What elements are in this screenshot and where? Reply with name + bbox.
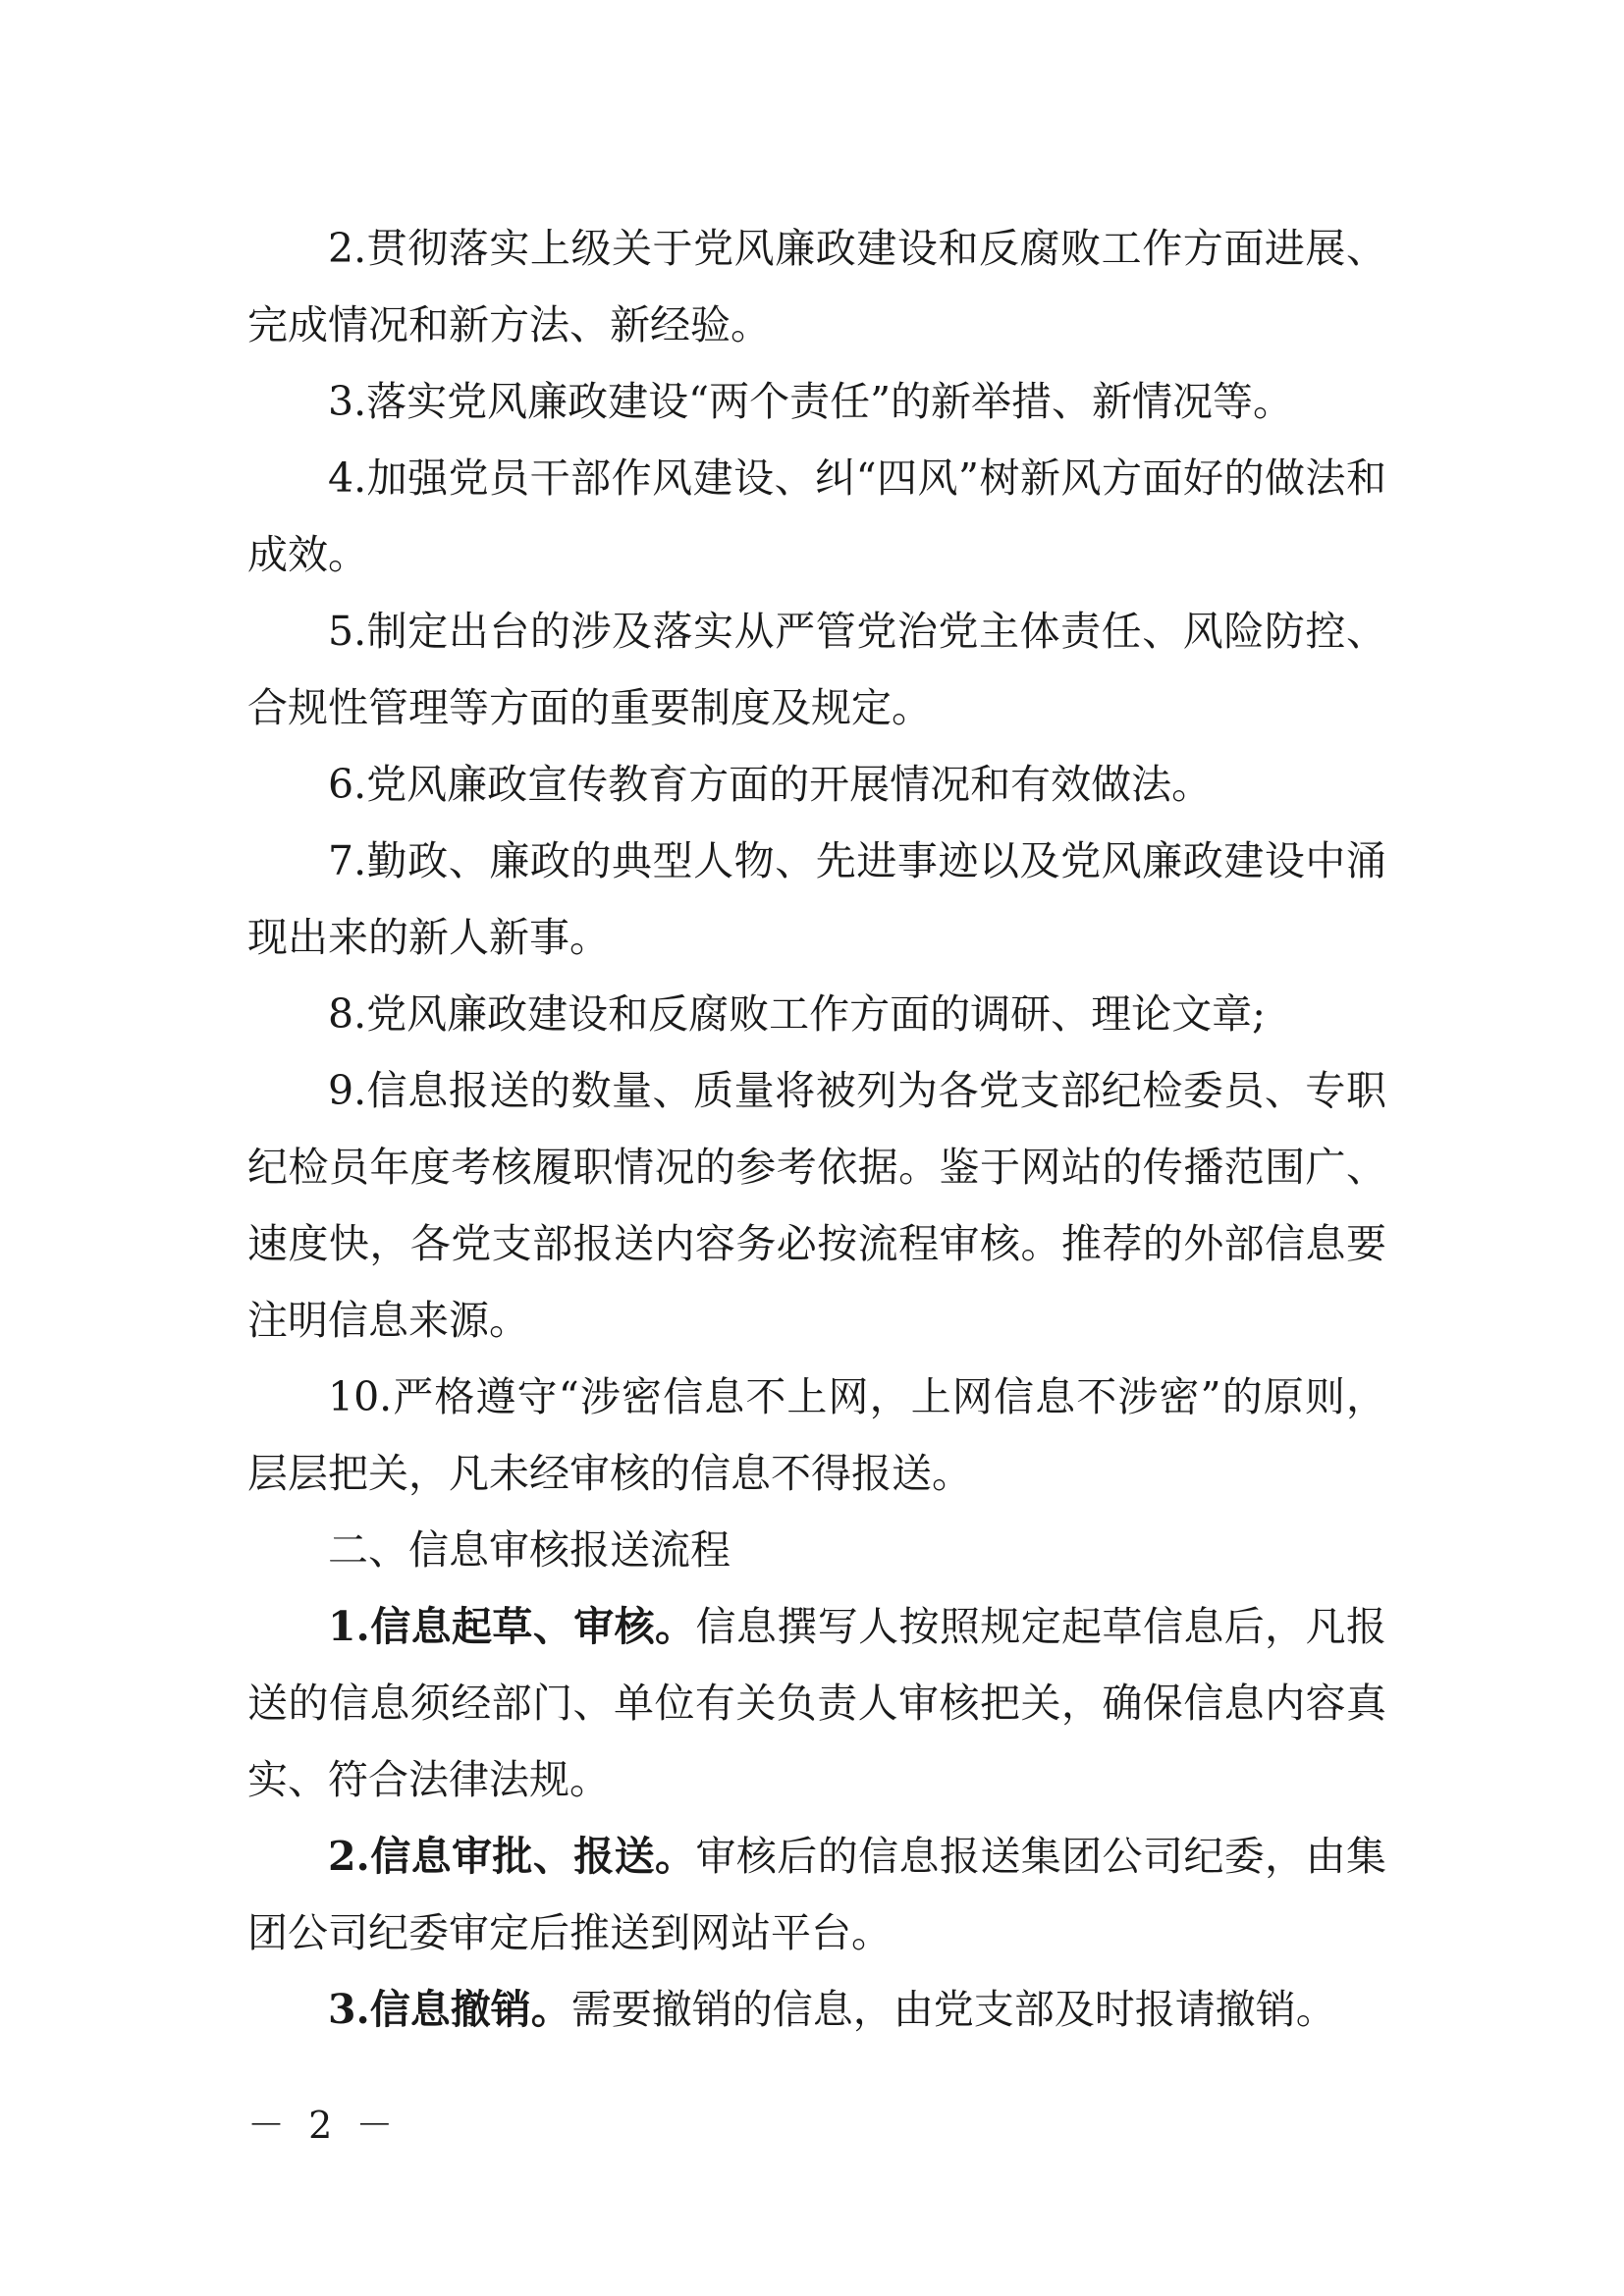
step-text: 审核后的信息报送集团公司纪委，由集团公司纪委审定后推送到网站平台。 — [247, 1833, 1386, 1956]
step-text: 需要撤销的信息，由党支部及时报请撤销。 — [570, 1986, 1336, 2033]
item-paragraph: 10.严格遵守“涉密信息不上网，上网信息不涉密”的原则，层层把关，凡未经审核的信息不得报送。 — [247, 1373, 1386, 1497]
item-paragraph: 2.贯彻落实上级关于党风廉政建设和反腐败工作方面进展、完成情况和新方法、新经验。 — [247, 225, 1386, 348]
step-title: 1.信息起草、审核。 — [328, 1603, 696, 1650]
page-number: － 2 － — [247, 2104, 400, 2147]
item-paragraph: 4.加强党员干部作风建设、纠“四风”树新风方面好的做法和成效。 — [247, 454, 1386, 578]
item-paragraph: 7.勤政、廉政的典型人物、先进事迹以及党风廉政建设中涌现出来的新人新事。 — [247, 837, 1386, 961]
step-title: 3.信息撤销。 — [328, 1986, 571, 2033]
item-paragraph: 6.党风廉政宣传教育方面的开展情况和有效做法。 — [328, 761, 1213, 808]
step-paragraph — [247, 1818, 1386, 1971]
item-paragraph: 9.信息报送的数量、质量将被列为各党支部纪检委员、专职纪检员年度考核履职情况的参考依据。鉴于网站的传播范围广、速度快，各党支部报送内容务必按流程审核。推荐的外部信息要注明信息来源。 — [247, 1067, 1386, 1344]
section-heading: 二、信息审核报送流程 — [328, 1526, 731, 1574]
step-text: 信息撰写人按照规定起草信息后，凡报送的信息须经部门、单位有关负责人审核把关，确保信息内容真实、符合法律法规。 — [247, 1603, 1386, 1803]
item-paragraph: 8.党风廉政建设和反腐败工作方面的调研、理论文章; — [328, 990, 1266, 1038]
step-paragraph — [247, 1971, 1386, 2048]
document-page — [247, 210, 1386, 2048]
item-paragraph: 5.制定出台的涉及落实从严管党治党主体责任、风险防控、合规性管理等方面的重要制度及规定。 — [247, 608, 1386, 731]
step-paragraph — [247, 1588, 1386, 1818]
item-paragraph: 3.落实党风廉政建设“两个责任”的新举措、新情况等。 — [328, 378, 1294, 425]
step-title: 2.信息审批、报送。 — [328, 1833, 696, 1880]
